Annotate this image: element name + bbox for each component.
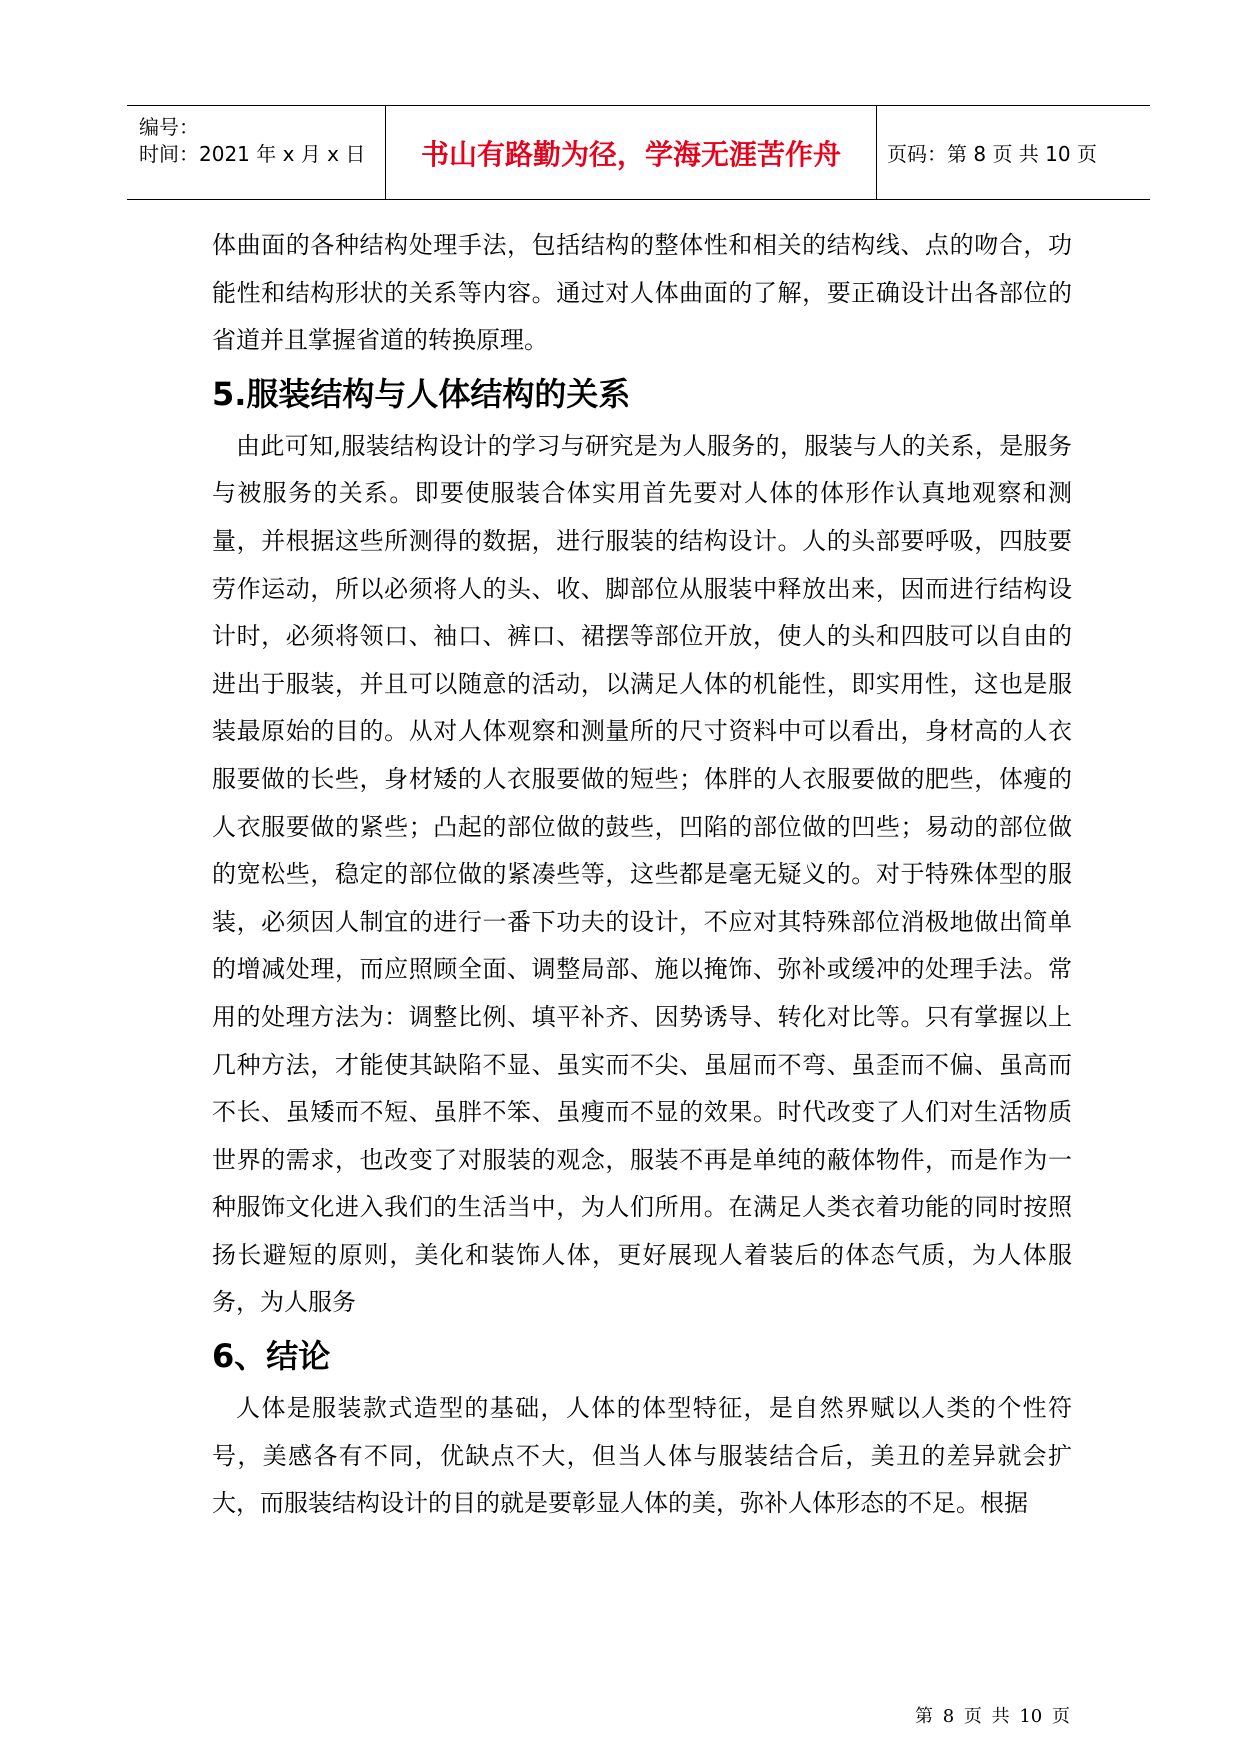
section-5-paragraph: 由此可知,服装结构设计的学习与研究是为人服务的，服装与人的关系，是服务与被服务的关系。即要使服装合体实用首先要对人体的体形作认真地观察和测量，并根据这些所测得的数据，进行服装的结构设计。人的头部要呼吸，四肢要劳作运动，所以必须将人的头、收、脚部位从服装中释放出来，因而进行结构设计时，必须将领口、袖口、裤口、裙摆等部位开放，使人的头和四肢可以自由的进出于服装，并且可以随意的活动，以满足人体的机能性，即实用性，这也是服装最原始的目的。从对人体观察和测量所的尺寸资料中可以看出，身材高的人衣服要做的长些，身材矮的人衣服要做的短些；体胖的人衣服要做的肥些，体瘦的人衣服要做的紧些；凸起的部位做的鼓些，凹陷的部位做的凹些；易动的部位做的宽松些，稳定的部位做的紧凑些等，这些都是毫无疑义的。对于特殊体型的服装，必须因人制宜的进行一番下功夫的设计，不应对其特殊部位消极地做出简单的增减处理，而应照顾全面、调整局部、施以掩饰、弥补或缓冲的处理手法。常用的处理方法为：调整比例、填平补齐、因势诱导、转化对比等。只有掌握以上几种方法，才能使其缺陷不显、虽实而不尖、虽屈而不弯、虽歪而不偏、虽高而不长、虽矮而不短、虽胖不笨、虽瘦而不显的效果。时代改变了人们对生活物质世界的需求，也改变了对服装的观念，服装不再是单纯的蔽体物件，而是作为一种服饰文化进入我们的生活当中，为人们所用。在满足人类衣着功能的同时按照扬长避短的原则，美化和装饰人体，更好展现人着装后的体态气质，为人体服务，为人服务 (212, 431, 1072, 1317)
page-footer: 第 8 页 共 10 页 (915, 1706, 1070, 1727)
intro-paragraph: 体曲面的各种结构处理手法，包括结构的整体性和相关的结构线、点的吻合，功能性和结构形状的关系等内容。通过对人体曲面的了解，要正确设计出各部位的省道并且掌握省道的转换原理。 (212, 231, 1072, 355)
number-label: 编号： (139, 115, 199, 139)
header-motto-cell (385, 106, 877, 199)
header-info-cell (127, 106, 385, 199)
section-6-paragraph: 人体是服装款式造型的基础，人体的体型特征，是自然界赋以人类的个性符号，美感各有不同，优缺点不大，但当人体与服装结合后，美丑的差异就会扩大，而服装结构设计的目的就是要彰显人体的美，弥补人体形态的不足。根据 (212, 1394, 1072, 1518)
header-motto: 书山有路勤为径，学海无涯苦作舟 (420, 137, 841, 171)
time-label: 时间：2021 年 x 月 x 日 (139, 142, 366, 166)
header-page-cell (877, 106, 1150, 199)
section-heading-5: 5.服装结构与人体结构的关系 (212, 374, 631, 413)
header-page-info: 页码：第 8 页 共 10 页 (887, 142, 1097, 166)
document-body (212, 222, 1072, 1528)
section-heading-6: 6、结论 (212, 1337, 331, 1376)
document-header (127, 105, 1150, 200)
